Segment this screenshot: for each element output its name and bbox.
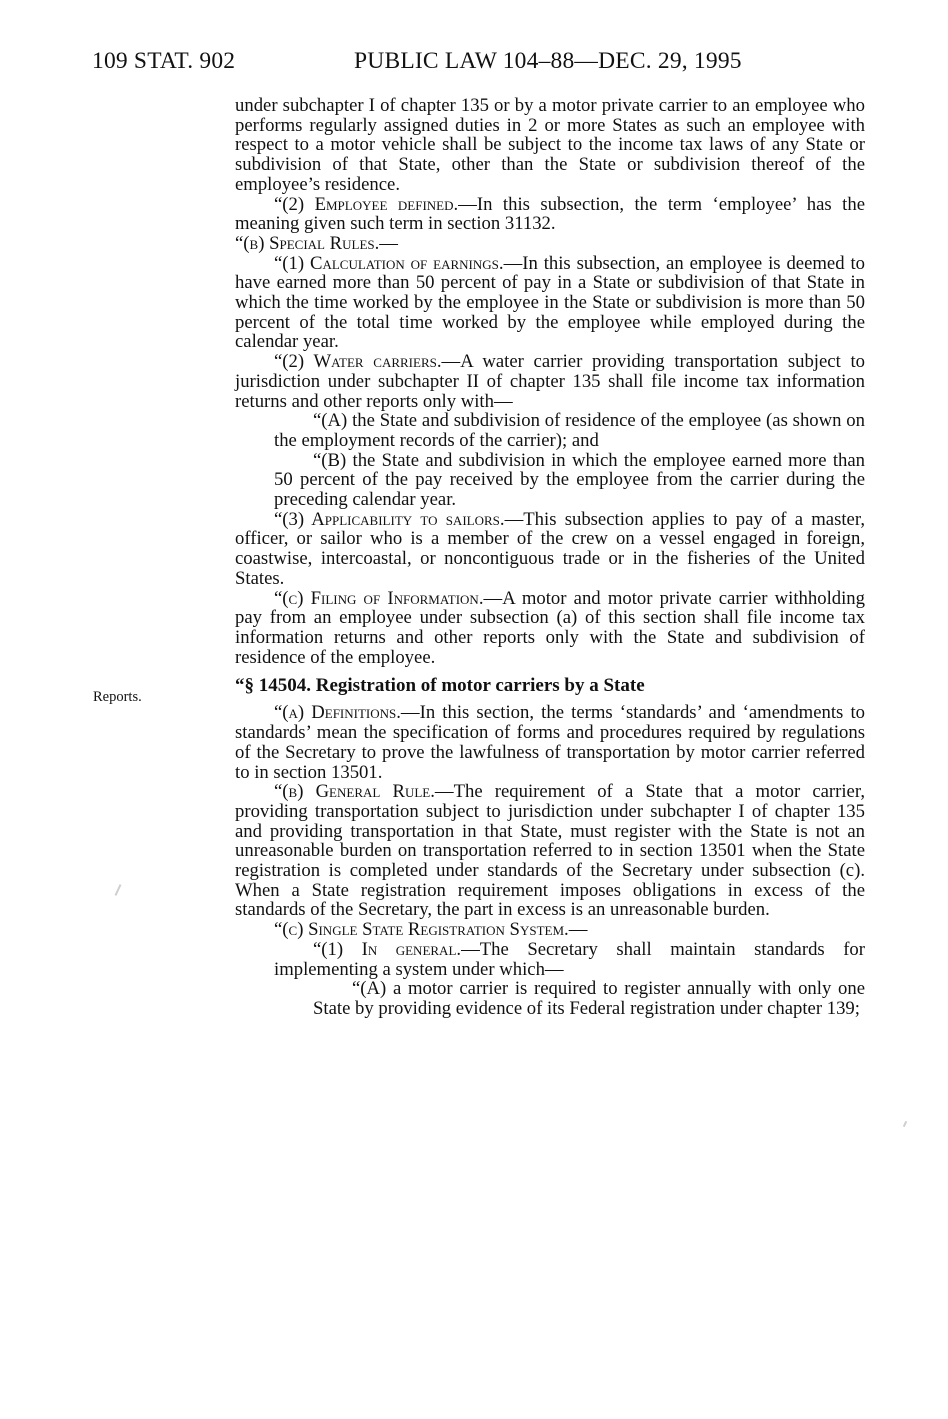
paragraph-text: “(A) a motor carrier is required to register annually with only one State by providing evidence of its Federal registration under chapter 139; [313,978,865,1019]
paragraph [235,979,865,1018]
paragraph [235,703,865,782]
paragraph [235,352,865,411]
paragraph [235,234,865,254]
paragraph-text: “(B) the State and subdivision in which the employee earned more than 50 percent of the pay received by the employee from the carrier during the preceding calendar year. [274,449,865,511]
paragraph [235,451,865,510]
paragraph [235,920,865,940]
paragraph [235,510,865,589]
page-number: 109 STAT. 902 [92,48,236,74]
paragraph-text: —The requirement of a State that a motor carrier, providing transportation subject to jurisdiction under subchapter I of chapter 135 and providing transportation in that State, must register with the State is not an unreasonable burden on transportation referred to in section 13501 when the State registration is completed under standards of the Secretary under subsection (c). When a State registration requirement imposes obligations in excess of the standards of the Secretary, the part in excess is an unreasonable burden. [235,781,865,921]
section-heading [235,675,865,697]
statute-body [235,96,865,1019]
paragraph [235,254,865,353]
paragraph [235,940,865,979]
paragraph-text: —In this subsection, the term ‘employee’ has the meaning given such term in section 31132. [235,193,865,235]
paragraph-heading: “(1) In general. [313,938,462,960]
paragraph-text: — [568,919,588,941]
paragraph [235,782,865,920]
paragraph-text: — [379,232,398,254]
paragraph-text: under subchapter I of chapter 135 or by a motor private carrier to an employee who performs regularly assigned duties in 2 or more States as such an employee with respect to a motor vehicle shall be subject to the income tax laws of any State or subdivision of that State, other than the State or subdivision thereof of the employee’s residence. [235,95,865,195]
paragraph [235,195,865,234]
paragraph-heading: “(b) General Rule. [274,781,435,803]
paragraph-heading: “(b) Special Rules. [235,232,380,254]
margin-note: Reports. [93,689,142,705]
paragraph-heading: “(c) Filing of Information. [274,587,484,609]
paragraph [235,411,865,450]
paragraph-text: —This subsection applies to pay of a master, officer, or sailor who is a member of the crew on a vessel engaged in foreign, coastwise, intercoastal, or noncontiguous trade or in the fisheries of the United States. [235,508,865,589]
paragraph-text: —A motor and motor private carrier withholding pay from an employee under subsection (a) of this section shall file income tax information returns and other reports only with the State and subdivision of residence of the employee. [235,587,865,668]
paragraph [235,96,865,195]
scan-mark [115,884,122,896]
running-title: PUBLIC LAW 104–88—DEC. 29, 1995 [354,48,742,74]
page-header [92,44,892,78]
paragraph-heading: “(a) Definitions. [274,702,401,724]
paragraph-text: —In this section, the terms ‘standards’ and ‘amendments to standards’ mean the specification of forms and procedures required by regulations of the Secretary to prove the lawfulness of transportation by motor carrier referred to in section 13501. [235,702,865,783]
paragraph-heading: “(3) Applicability to sailors. [274,508,505,530]
paragraph-text: —In this subsection, an employee is deemed to have earned more than 50 percent of pay in a State or subdivision of that State in which the time worked by the employee in the State or subdivision is more than 50 percent of the total time worked by the employee while employed during the calendar year. [235,252,865,353]
paragraph-text: —The Secretary shall maintain standards for implementing a system under which— [274,938,865,980]
paragraph-text: —A water carrier providing transportation subject to jurisdiction under subchapter II of chapter 135 shall file income tax information returns and other reports only with— [235,351,865,412]
paragraph-heading: “(2) Employee defined. [274,193,459,215]
scan-mark [903,1121,907,1127]
paragraph-text: “(A) the State and subdivision of residence of the employee (as shown on the employment records of the carrier); and [274,410,865,451]
paragraph-heading: “(c) Single State Registration System. [274,919,569,941]
paragraph-heading: “(2) Water carriers. [274,351,442,373]
paragraph-heading: “(1) Calculation of earnings. [274,252,504,274]
paragraph-text: “§ 14504. Registration of motor carriers by a State [235,675,645,697]
paragraph [235,589,865,668]
